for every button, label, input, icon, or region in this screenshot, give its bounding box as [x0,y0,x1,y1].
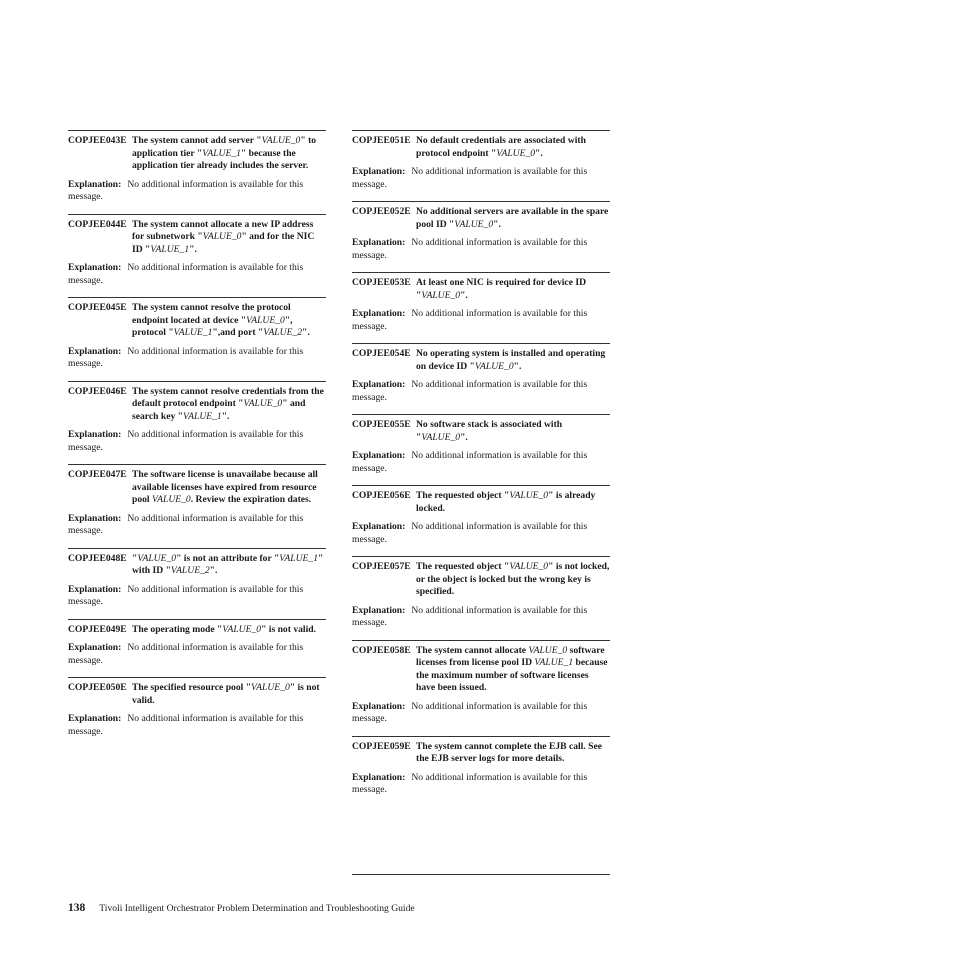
message-text-part: ", protocol " [132,314,293,338]
message-text [416,490,610,515]
explanation-label: Explanation: [68,583,122,595]
explanation [68,262,326,287]
message-id: COPJEE047E [68,469,127,480]
explanation-label: Explanation: [352,166,406,177]
message-header [352,348,610,373]
message-text-part: The requested object " [416,561,510,572]
explanation [68,429,326,454]
message-variable: VALUE_0 [454,218,494,230]
message-text [416,135,610,160]
message-variable: VALUE_0 [246,314,285,326]
message-text-part: No software stack is associated with " [416,419,563,443]
explanation-text: No additional information is available for this message. [352,700,588,724]
message-header [352,419,610,444]
end-rule [352,874,610,875]
message-variable: VALUE_1 [150,243,190,255]
message-text-part: " is not valid. [132,682,320,706]
message-header [352,645,610,695]
explanation-label: Explanation: [352,308,406,319]
message-text-part: ". [493,218,501,230]
message-header [68,553,326,578]
message-entry [352,736,610,797]
message-text-part: The system cannot allocate a new IP address for subnetwork " [132,218,314,242]
message-variable: VALUE_1 [534,657,574,668]
message-variable: VALUE_0 [421,289,461,301]
message-variable: VALUE_0 [243,398,283,409]
message-text-part: " is not valid. [261,623,316,635]
explanation-text: No additional information is available for this message. [352,450,588,474]
explanation-text: No additional information is available for this message. [352,308,588,332]
explanation [352,308,610,333]
message-header [352,741,610,766]
explanation-text: No additional information is available for this message. [68,512,304,536]
explanation-label: Explanation: [68,713,122,724]
message-id: COPJEE043E [68,135,127,146]
explanation-label: Explanation: [68,512,122,524]
message-id: COPJEE058E [352,644,411,656]
message-header [352,135,610,160]
message-text [416,277,610,302]
message-text-part: " is already locked. [416,490,596,514]
explanation-text: No additional information is available for this message. [68,713,304,737]
explanation-label: Explanation: [352,604,406,616]
message-text-part: ". [460,431,468,443]
message-variable: VALUE_1 [202,147,241,159]
explanation-label: Explanation: [68,262,122,273]
message-text [132,219,326,257]
message-variable: VALUE_0 [421,431,461,443]
explanation-text: No additional information is available for this message. [68,583,304,607]
message-text-part: ". [302,327,310,338]
message-variable: VALUE_0 [152,494,191,505]
message-text-part: The system cannot allocate [416,644,529,656]
explanation-text: No additional information is available for this message. [352,521,588,545]
message-header [68,135,326,173]
message-entry [352,640,610,726]
message-entry [352,201,610,262]
explanation-text: No additional information is available for this message. [352,166,588,190]
explanation [352,166,610,191]
message-variable: VALUE_1 [279,552,319,564]
explanation-label: Explanation: [352,771,406,783]
explanation-label: Explanation: [352,450,406,461]
message-variable: VALUE_0 [137,552,177,564]
message-text [132,682,326,707]
message-variable: VALUE_0 [261,135,301,146]
message-text-part: " [132,552,138,564]
message-text-part: ". [535,147,543,159]
message-variable: VALUE_2 [170,565,210,576]
message-text [416,561,610,599]
message-text [416,348,610,373]
message-text-part: The software license is unavailabe because all available licenses have expired from resource pool [132,469,318,505]
message-header [68,624,326,637]
message-entry [68,381,326,455]
explanation [68,179,326,204]
message-id: COPJEE049E [68,623,127,635]
message-id: COPJEE050E [68,682,127,693]
explanation-label: Explanation: [68,429,122,440]
message-text-part: " and search key " [132,398,306,422]
explanation-label: Explanation: [68,345,122,357]
message-text-part: ",and port " [212,327,264,338]
message-text-part: No additional servers are available in the spare pool ID " [416,206,609,230]
explanation [352,772,610,797]
explanation-text: No additional information is available for this message. [68,429,304,453]
message-id: COPJEE051E [352,135,411,146]
explanation-label: Explanation: [352,521,406,532]
explanation-label: Explanation: [352,237,406,248]
message-variable: VALUE_1 [182,410,222,422]
message-id: COPJEE048E [68,552,127,564]
message-text-part: " is not locked, or the object is locked but the wrong key is specified. [416,561,610,597]
message-header [68,682,326,707]
message-text [416,645,610,695]
message-entry [68,297,326,371]
message-id: COPJEE052E [352,206,411,217]
explanation [68,584,326,609]
message-text-part: No default credentials are associated with protocol endpoint " [416,135,586,159]
message-id: COPJEE056E [352,490,411,501]
message-entry [352,343,610,404]
message-text-part: because the maximum number of software licenses have been issued. [416,657,608,693]
message-header [352,561,610,599]
message-text-part: " to application tier " [132,135,317,159]
page-number: 138 [68,902,86,914]
message-variable: VALUE_1 [173,327,213,338]
message-entry [352,556,610,630]
message-text-part: " because the application tier already includes the server. [132,147,309,171]
message-entry [68,130,326,204]
explanation-text: No additional information is available for this message. [352,604,588,628]
message-text-part: The requested object " [416,490,510,501]
message-text-part: The system cannot complete the EJB call. See the EJB server logs for more details. [416,740,602,764]
explanation-text: No additional information is available for this message. [68,642,304,666]
message-header [352,206,610,231]
message-variable: VALUE_0 [528,644,568,656]
message-text-part: The operating mode " [132,623,223,635]
message-header [68,469,326,507]
message-text-part: The system cannot resolve credentials from the default protocol endpoint " [132,385,324,409]
message-entry [68,214,326,288]
message-column-right [352,130,610,797]
message-header [68,219,326,257]
message-text [416,206,610,231]
explanation-text: No additional information is available for this message. [68,178,304,202]
message-text-part: At least one NIC is required for device ID " [416,277,587,301]
message-variable: VALUE_0 [222,623,262,635]
message-id: COPJEE055E [352,419,411,430]
message-text-part: ". [189,243,197,255]
message-text-part: ". [221,410,230,422]
page-footer [68,902,415,914]
message-id: COPJEE046E [68,385,127,397]
message-header [68,386,326,424]
message-header [352,277,610,302]
explanation [352,605,610,630]
message-text-part: ". [513,360,522,372]
message-text [132,624,326,637]
message-text [416,741,610,766]
explanation-label: Explanation: [352,379,406,390]
message-text-part: " with ID " [132,552,324,576]
explanation [352,450,610,475]
message-text [132,553,326,578]
explanation-label: Explanation: [352,700,406,712]
message-variable: VALUE_0 [202,231,242,242]
explanation-label: Explanation: [68,178,122,190]
message-header [68,302,326,340]
explanation [68,713,326,738]
message-text [132,469,326,507]
message-entry [68,548,326,609]
message-text [132,386,326,424]
message-text-part: " and for the NIC ID " [132,231,315,255]
explanation-text: No additional information is available for this message. [68,262,304,286]
message-text-part: The system cannot add server " [132,135,262,146]
message-variable: VALUE_0 [496,147,536,159]
explanation [352,701,610,726]
explanation [68,513,326,538]
message-text-part: ". [209,565,218,576]
message-entry [68,619,326,668]
message-text-part: The system cannot resolve the protocol endpoint located at device " [132,302,291,326]
explanation-text: No additional information is available for this message. [68,345,304,369]
message-id: COPJEE044E [68,218,127,230]
explanation [68,346,326,371]
book-title: Tivoli Intelligent Orchestrator Problem Determination and Troubleshooting Guide [99,903,415,914]
message-text-part: ". [460,289,468,301]
explanation-label: Explanation: [68,642,122,653]
explanation [352,521,610,546]
message-text-part: No operating system is installed and operating on device ID " [416,348,606,372]
message-entry [352,130,610,191]
message-header [352,490,610,515]
message-text-part: software licenses from license pool ID [416,644,605,668]
message-id: COPJEE045E [68,302,127,313]
message-text [132,135,326,173]
message-entry [352,272,610,333]
message-id: COPJEE059E [352,740,411,752]
explanation-text: No additional information is available for this message. [352,771,588,795]
message-id: COPJEE053E [352,277,411,288]
message-variable: VALUE_0 [509,561,549,572]
message-entry [68,677,326,738]
message-variable: VALUE_0 [474,360,514,372]
message-entry [352,485,610,546]
explanation [68,642,326,667]
message-id: COPJEE057E [352,561,411,572]
message-id: COPJEE054E [352,348,411,359]
message-column-left [68,130,326,738]
message-entry [352,414,610,475]
message-text [416,419,610,444]
message-text-part: " is not an attribute for " [176,552,280,564]
message-variable: VALUE_0 [509,490,549,501]
message-variable: VALUE_2 [263,327,303,338]
message-entry [68,464,326,538]
message-text-part: . Review the expiration dates. [190,494,312,505]
message-variable: VALUE_0 [251,682,290,693]
message-text [132,302,326,340]
explanation-text: No additional information is available for this message. [352,379,588,403]
explanation-text: No additional information is available for this message. [352,237,588,261]
explanation [352,237,610,262]
message-text-part: The specified resource pool " [132,682,252,693]
explanation [352,379,610,404]
